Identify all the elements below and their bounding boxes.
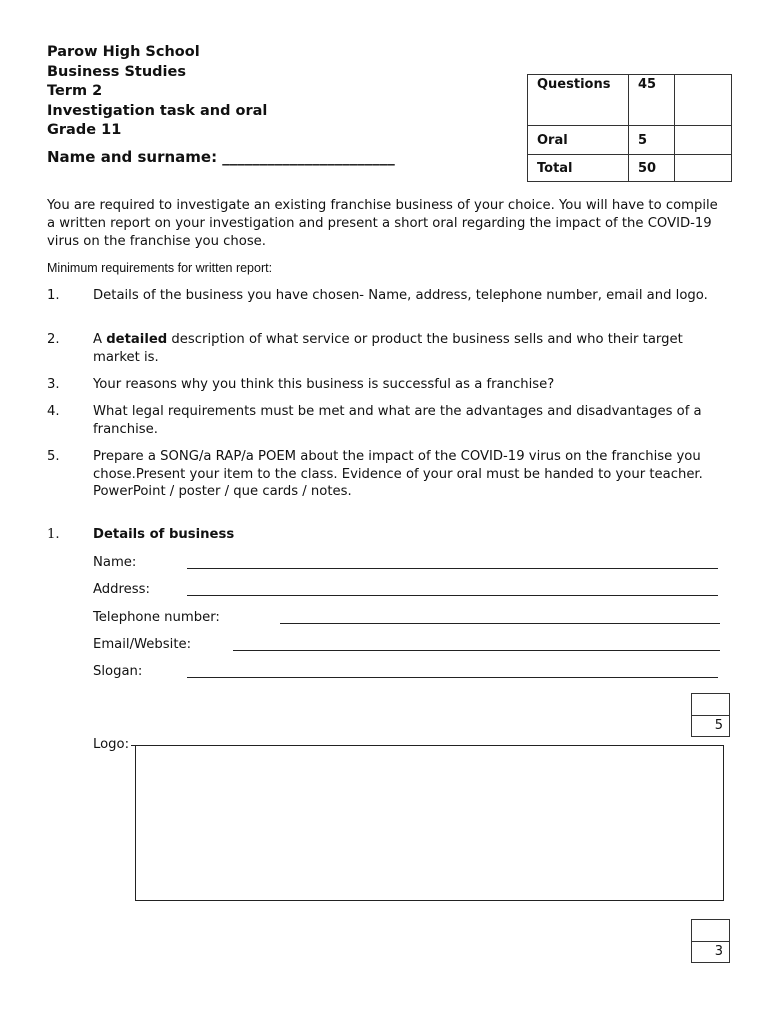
- requirement-text: What legal requirements must be met and what are the advantages and disadvantages of a franchise.: [93, 404, 702, 437]
- logo-drawing-area[interactable]: [135, 745, 724, 901]
- requirement-text: Your reasons why you think this business is successful as a franchise?: [93, 377, 555, 392]
- marks-label: Oral: [528, 126, 629, 155]
- marks-score-cell[interactable]: [675, 126, 732, 155]
- logo-score-box: [691, 919, 730, 963]
- document-header: [47, 43, 267, 141]
- score-entry-cell[interactable]: [692, 694, 729, 716]
- min-requirements-heading: Minimum requirements for written report:: [47, 261, 273, 275]
- term-label: Term 2: [47, 83, 103, 99]
- requirement-text: Details of the business you have chosen- Name, address, telephone number, email and logo.: [93, 288, 708, 303]
- field-label-name: Name:: [93, 555, 137, 570]
- telephone-input-line[interactable]: [280, 623, 720, 624]
- field-label-slogan: Slogan:: [93, 664, 143, 679]
- requirement-number: 5.: [47, 449, 60, 464]
- emphasis-detailed: detailed: [106, 332, 168, 347]
- requirement-number: 3.: [47, 377, 60, 392]
- marks-label: Questions: [528, 75, 629, 126]
- section-score-box: [691, 693, 730, 737]
- grade-label: Grade 11: [47, 122, 122, 138]
- marks-label: Total: [528, 155, 629, 182]
- score-max: 5: [714, 718, 723, 733]
- logo-label: Logo:: [93, 737, 130, 752]
- marks-score-cell[interactable]: [675, 155, 732, 182]
- requirement-number: 2.: [47, 332, 60, 347]
- marks-score-cell[interactable]: [675, 75, 732, 126]
- field-label-email: Email/Website:: [93, 637, 192, 652]
- subject-name: Business Studies: [47, 63, 186, 80]
- slogan-input-line[interactable]: [187, 677, 718, 678]
- section-number: 1.: [47, 527, 60, 542]
- requirement-text: Prepare a SONG/a RAP/a POEM about the impact of the COVID-19 virus on the franchise you chose.Present your item to the class. Evidence of your oral must be handed to your teacher. PowerPoint / poster / que cards / notes.: [93, 449, 703, 499]
- marks-row: [528, 155, 732, 182]
- task-title: Investigation task and oral: [47, 102, 268, 119]
- marks-value: 45: [629, 75, 675, 126]
- name-input-line[interactable]: [187, 568, 718, 569]
- score-max: 3: [714, 944, 723, 959]
- address-input-line[interactable]: [187, 595, 718, 596]
- requirement-text: A detailed description of what service or product the business sells and who their target market is.: [93, 332, 683, 365]
- marks-row: [528, 75, 732, 126]
- field-label-telephone: Telephone number:: [93, 610, 220, 625]
- school-name: Parow High School: [47, 44, 200, 60]
- marks-value: 50: [629, 155, 675, 182]
- section-title: Details of business: [93, 527, 235, 542]
- score-entry-cell[interactable]: [692, 920, 729, 942]
- requirement-number: 4.: [47, 404, 60, 419]
- marks-row: [528, 126, 732, 155]
- marks-value: 5: [629, 126, 675, 155]
- marks-table: [527, 74, 732, 182]
- field-label-address: Address:: [93, 582, 150, 597]
- name-surname-field[interactable]: Name and surname: _______________________: [47, 148, 395, 166]
- requirement-number: 1.: [47, 288, 60, 303]
- email-input-line[interactable]: [233, 650, 720, 651]
- intro-paragraph: You are required to investigate an existing franchise business of your choice. You will have to compile a written report on your investigation and present a short oral regarding the impact of the COVID-19 virus on the franchise you chose.: [47, 198, 718, 250]
